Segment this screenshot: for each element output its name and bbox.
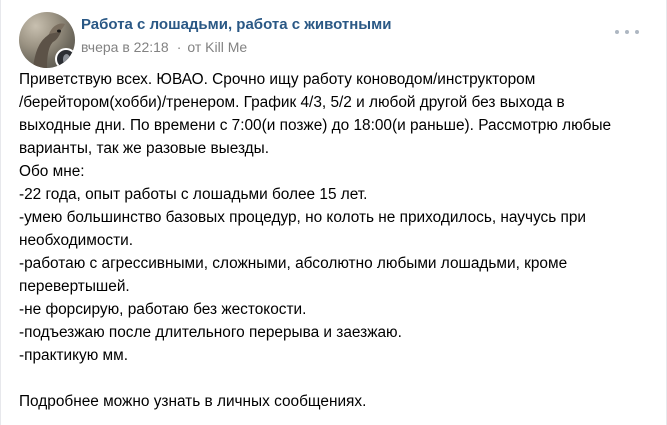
- more-horizontal-icon: [625, 30, 629, 34]
- group-avatar[interactable]: [19, 12, 75, 68]
- author-avatar-badge[interactable]: [55, 48, 75, 68]
- post-text-line: -умею большинство базовых процедур, но колоть не приходилось, научусь при: [19, 209, 587, 226]
- more-actions-button[interactable]: [615, 27, 639, 37]
- post-text-line: Приветствую всех. ЮВАО. Срочно ищу работу коноводом/инструктором: [19, 71, 536, 88]
- more-horizontal-icon: [615, 30, 619, 34]
- post-text-line: необходимости.: [19, 232, 134, 249]
- post-text-line: -практикую мм.: [19, 347, 128, 364]
- post-text-line: -работаю с агрессивными, сложными, абсолютно любыми лошадьми, кроме: [19, 255, 568, 272]
- post-header: [19, 12, 649, 68]
- post-text-line: перевертышей.: [19, 278, 130, 295]
- more-horizontal-icon: [635, 30, 639, 34]
- post-text-line: варианты, так же разовые выезды.: [19, 140, 269, 157]
- post-time-link[interactable]: вчера в 22:18: [81, 39, 169, 55]
- post-text-line: /берейтором(хобби)/тренером. График 4/3, 5/2 и любой другой без выхода в: [19, 94, 565, 111]
- group-name-link[interactable]: Работа с лошадьми, работа с животными: [81, 16, 392, 33]
- meta-separator: ·: [176, 39, 182, 55]
- post-text-line: -подъезжаю после длительного перерыва и заезжаю.: [19, 324, 402, 341]
- post-text-line: -не форсирую, работаю без жестокости.: [19, 301, 307, 318]
- post-text-blank-line: [19, 367, 649, 390]
- post-text-line: -22 года, опыт работы с лошадьми более 15 лет.: [19, 186, 368, 203]
- post-text: [19, 68, 649, 413]
- post-text-line: Подробнее можно узнать в личных сообщениях.: [19, 393, 367, 410]
- post-meta: [81, 39, 247, 55]
- post-text-line: выходные дни. По времени с 7:00(и позже) до 18:00(и раньше). Рассмотрю любые: [19, 117, 612, 134]
- post-author-link[interactable]: от Kill Me: [187, 39, 248, 55]
- post-text-line: Обо мне:: [19, 163, 85, 180]
